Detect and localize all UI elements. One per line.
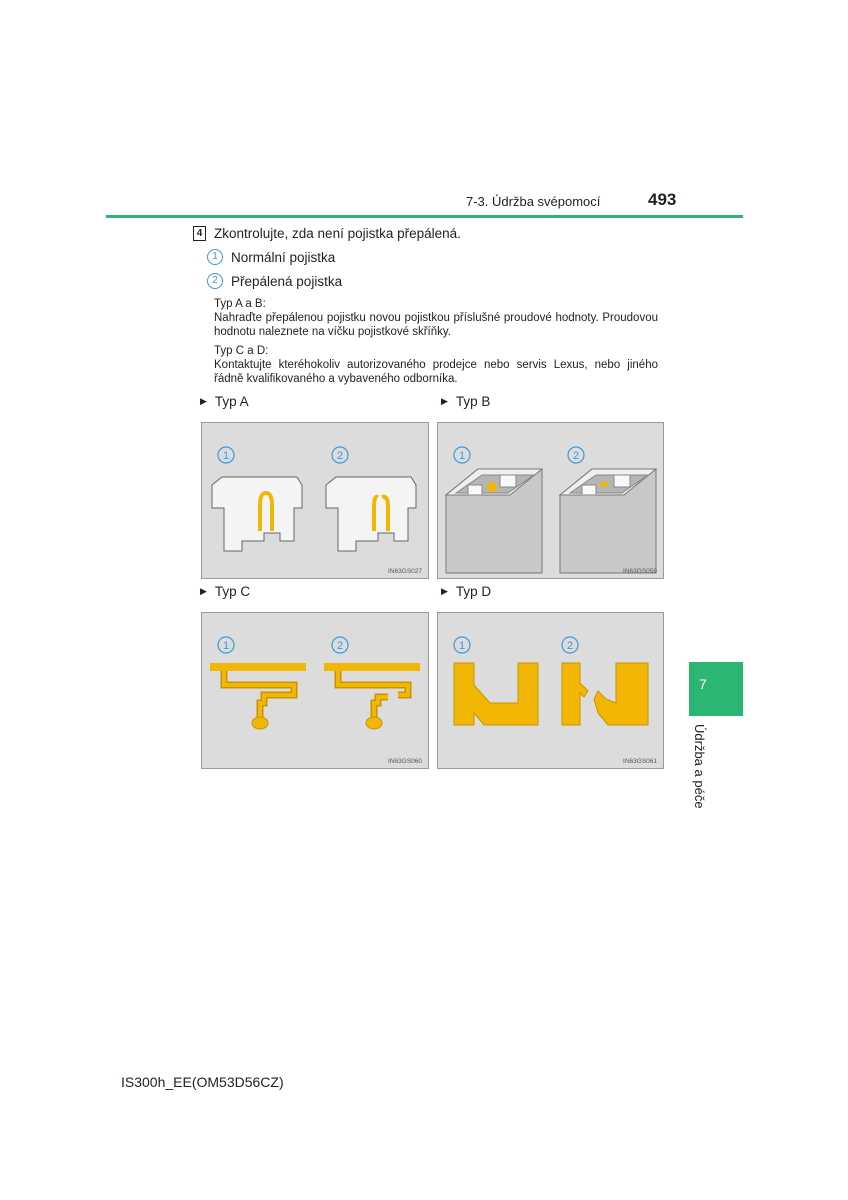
caption-label: Typ D <box>455 584 492 599</box>
fuse-type-d-illustration <box>438 613 663 768</box>
step-text: Zkontrolujte, zda není pojistka přepálená. <box>214 226 461 241</box>
step-instruction <box>193 226 461 241</box>
section-title: 7-3. Údržba svépomocí <box>466 194 601 209</box>
note-text: Kontaktujte kteréhokoliv autorizovaného prodejce nebo servis Lexus, nebo jiného řádně kvalifikovaného a vybaveného odborníka. <box>214 359 658 385</box>
note-text: Nahraďte přepálenou pojistku novou pojistkou příslušné proudové hodnoty. Proudovou hodnotu naleznete na víčku pojistkové skříňky. <box>214 312 658 338</box>
caption-type-a <box>200 394 249 409</box>
figure-code: IN63GS060 <box>388 758 422 765</box>
marker-2: 2 <box>207 273 223 289</box>
chapter-tab <box>689 662 743 716</box>
fuse-type-a-illustration <box>202 423 428 578</box>
triangle-bullet-icon: ▶ <box>441 396 448 406</box>
triangle-bullet-icon: ▶ <box>200 586 207 596</box>
list-item-label: Normální pojistka <box>231 249 336 265</box>
figure-marker-1: 1 <box>458 450 466 462</box>
triangle-bullet-icon: ▶ <box>441 586 448 596</box>
figure-marker-2: 2 <box>336 640 344 652</box>
footer-model-code: IS300h_EE(OM53D56CZ) <box>121 1074 284 1090</box>
caption-type-b <box>441 394 490 409</box>
figure-type-b <box>437 422 664 579</box>
figure-type-c <box>201 612 429 769</box>
page-number: 493 <box>648 190 677 209</box>
list-item-blown <box>207 273 342 289</box>
list-item-normal <box>207 249 335 265</box>
figure-type-a <box>201 422 429 579</box>
fuse-type-b-illustration <box>438 423 663 578</box>
caption-type-d <box>441 584 491 599</box>
figure-marker-1: 1 <box>222 640 230 652</box>
triangle-bullet-icon: ▶ <box>200 396 207 406</box>
figure-code: IN63GS061 <box>623 758 657 765</box>
figure-marker-1: 1 <box>222 450 230 462</box>
note-type-c-d <box>214 344 658 386</box>
step-number: 4 <box>193 226 206 241</box>
caption-label: Typ B <box>455 394 491 409</box>
figure-code: IN63GS027 <box>388 568 422 575</box>
figure-code: IN63GS059 <box>623 568 657 575</box>
header-divider <box>106 215 743 218</box>
fuse-type-c-illustration <box>202 613 428 768</box>
chapter-label: Údržba a péče <box>692 724 707 809</box>
note-heading: Typ C a D: <box>214 345 269 357</box>
chapter-number: 7 <box>699 676 707 692</box>
figure-type-d <box>437 612 664 769</box>
list-item-label: Přepálená pojistka <box>231 273 343 289</box>
caption-label: Typ C <box>214 584 251 599</box>
note-type-a-b <box>214 297 658 339</box>
figure-marker-2: 2 <box>336 450 344 462</box>
note-heading: Typ A a B: <box>214 298 266 310</box>
caption-type-c <box>200 584 250 599</box>
caption-label: Typ A <box>214 394 249 409</box>
figure-marker-1: 1 <box>458 640 466 652</box>
figure-marker-2: 2 <box>566 640 574 652</box>
marker-1: 1 <box>207 249 223 265</box>
figure-marker-2: 2 <box>572 450 580 462</box>
